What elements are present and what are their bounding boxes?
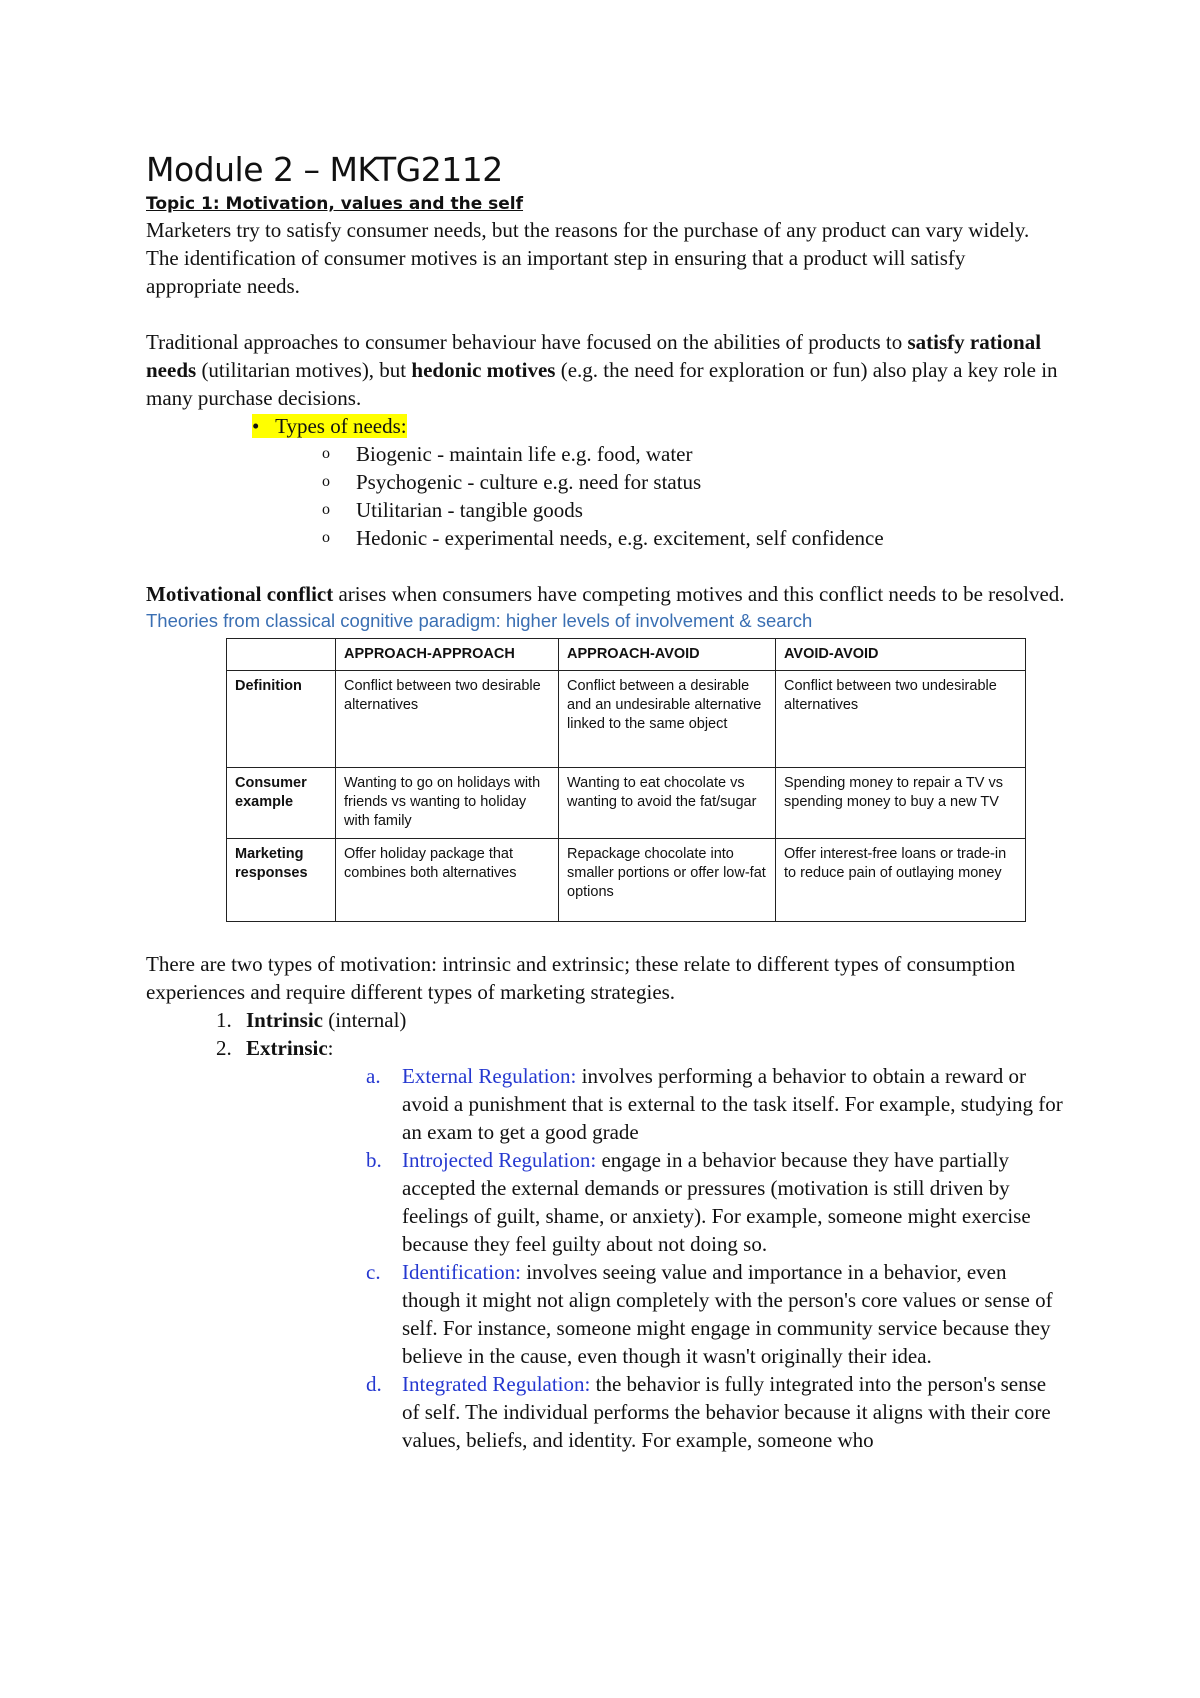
- highlighted-bullet: • Types of needs:: [252, 414, 407, 438]
- list-item: 1. Intrinsic (internal): [216, 1008, 407, 1032]
- list-item: d. Integrated Regulation: the behavior is fully integrated into the person's sense of self. The individual performs the behavior because it aligns with their core values, beliefs, and identity. For example, someone who: [366, 1372, 1051, 1452]
- table-row: [227, 671, 1026, 768]
- term: Identification:: [402, 1260, 521, 1284]
- extrinsic-types-list: [146, 1062, 1066, 1454]
- conflict-table: [226, 638, 1026, 922]
- bullet-icon: •: [252, 414, 260, 438]
- row-label: Consumer example: [227, 768, 336, 839]
- traditional-paragraph: Traditional approaches to consumer behaviour have focused on the abilities of products to satisfy rational needs (utilitarian motives), but hedonic motives (e.g. the need for exploration or fun) also play a key role in many purchase decisions.: [146, 330, 1058, 410]
- circle-bullet-icon: o: [322, 445, 330, 462]
- types-of-needs-heading: [146, 412, 1066, 440]
- table-cell: Wanting to go on holidays with friends vs wanting to holiday with family: [336, 768, 559, 839]
- intro-paragraph: Marketers try to satisfy consumer needs, but the reasons for the purchase of any product can vary widely. The identification of consumer motives is an important step in ensuring that a product will satisfy appropriate needs.: [146, 218, 1030, 298]
- table-cell: Conflict between two undesirable alternatives: [776, 671, 1026, 768]
- list-item: o Psychogenic - culture e.g. need for status: [322, 470, 702, 494]
- table-cell: Offer holiday package that combines both alternatives: [336, 839, 559, 922]
- table-cell: Wanting to eat chocolate vs wanting to avoid the fat/sugar: [559, 768, 776, 839]
- conflict-paragraph: Motivational conflict arises when consumers have competing motives and this conflict needs to be resolved.: [146, 582, 1065, 606]
- table-header-cell: APPROACH-APPROACH: [336, 639, 559, 671]
- term: External Regulation:: [402, 1064, 577, 1088]
- table-row: [227, 768, 1026, 839]
- list-item: c. Identification: involves seeing value and importance in a behavior, even though it might not align completely with the person's core values or sense of self. For instance, someone might engage in community service because they believe in the cause, even though it wasn't originally their idea.: [366, 1260, 1053, 1368]
- table-cell: Repackage chocolate into smaller portions or offer low-fat options: [559, 839, 776, 922]
- motivation-types-list: [146, 1006, 1066, 1062]
- table-header-cell: [227, 639, 336, 671]
- circle-bullet-icon: o: [322, 501, 330, 518]
- needs-list: [146, 440, 1066, 552]
- row-label: Marketing responses: [227, 839, 336, 922]
- table-row: [227, 839, 1026, 922]
- list-item: b. Introjected Regulation: engage in a behavior because they have partially accepted the external demands or pressures (motivation is still driven by feelings of guilt, shame, or anxiety). For example, someone might exercise because they feel guilty about not doing so.: [366, 1148, 1031, 1256]
- table-cell: Conflict between two desirable alternatives: [336, 671, 559, 768]
- circle-bullet-icon: o: [322, 529, 330, 546]
- term: Introjected Regulation:: [402, 1148, 597, 1172]
- list-item: a. External Regulation: involves performing a behavior to obtain a reward or avoid a punishment that is external to the task itself. For example, studying for an exam to get a good grade: [366, 1064, 1063, 1144]
- topic-heading: Topic 1: Motivation, values and the self: [146, 194, 524, 214]
- table-header-cell: AVOID-AVOID: [776, 639, 1026, 671]
- table-cell: Spending money to repair a TV vs spending money to buy a new TV: [776, 768, 1026, 839]
- row-label: Definition: [227, 671, 336, 768]
- list-item: o Hedonic - experimental needs, e.g. excitement, self confidence: [322, 526, 884, 550]
- list-item: o Utilitarian - tangible goods: [322, 498, 583, 522]
- document-content: [146, 148, 1066, 1454]
- list-item: 2. Extrinsic:: [216, 1036, 334, 1060]
- term: Integrated Regulation:: [402, 1372, 591, 1396]
- circle-bullet-icon: o: [322, 473, 330, 490]
- figure-caption: Theories from classical cognitive paradigm: higher levels of involvement & search: [146, 610, 813, 631]
- page-title: Module 2 – MKTG2112: [146, 150, 503, 189]
- list-item: o Biogenic - maintain life e.g. food, water: [322, 442, 693, 466]
- table-cell: Conflict between a desirable and an undesirable alternative linked to the same object: [559, 671, 776, 768]
- motivation-paragraph: There are two types of motivation: intrinsic and extrinsic; these relate to different types of consumption experiences and require different types of marketing strategies.: [146, 952, 1016, 1004]
- table-header-cell: APPROACH-AVOID: [559, 639, 776, 671]
- table-header-row: [227, 639, 1026, 671]
- table-cell: Offer interest-free loans or trade-in to reduce pain of outlaying money: [776, 839, 1026, 922]
